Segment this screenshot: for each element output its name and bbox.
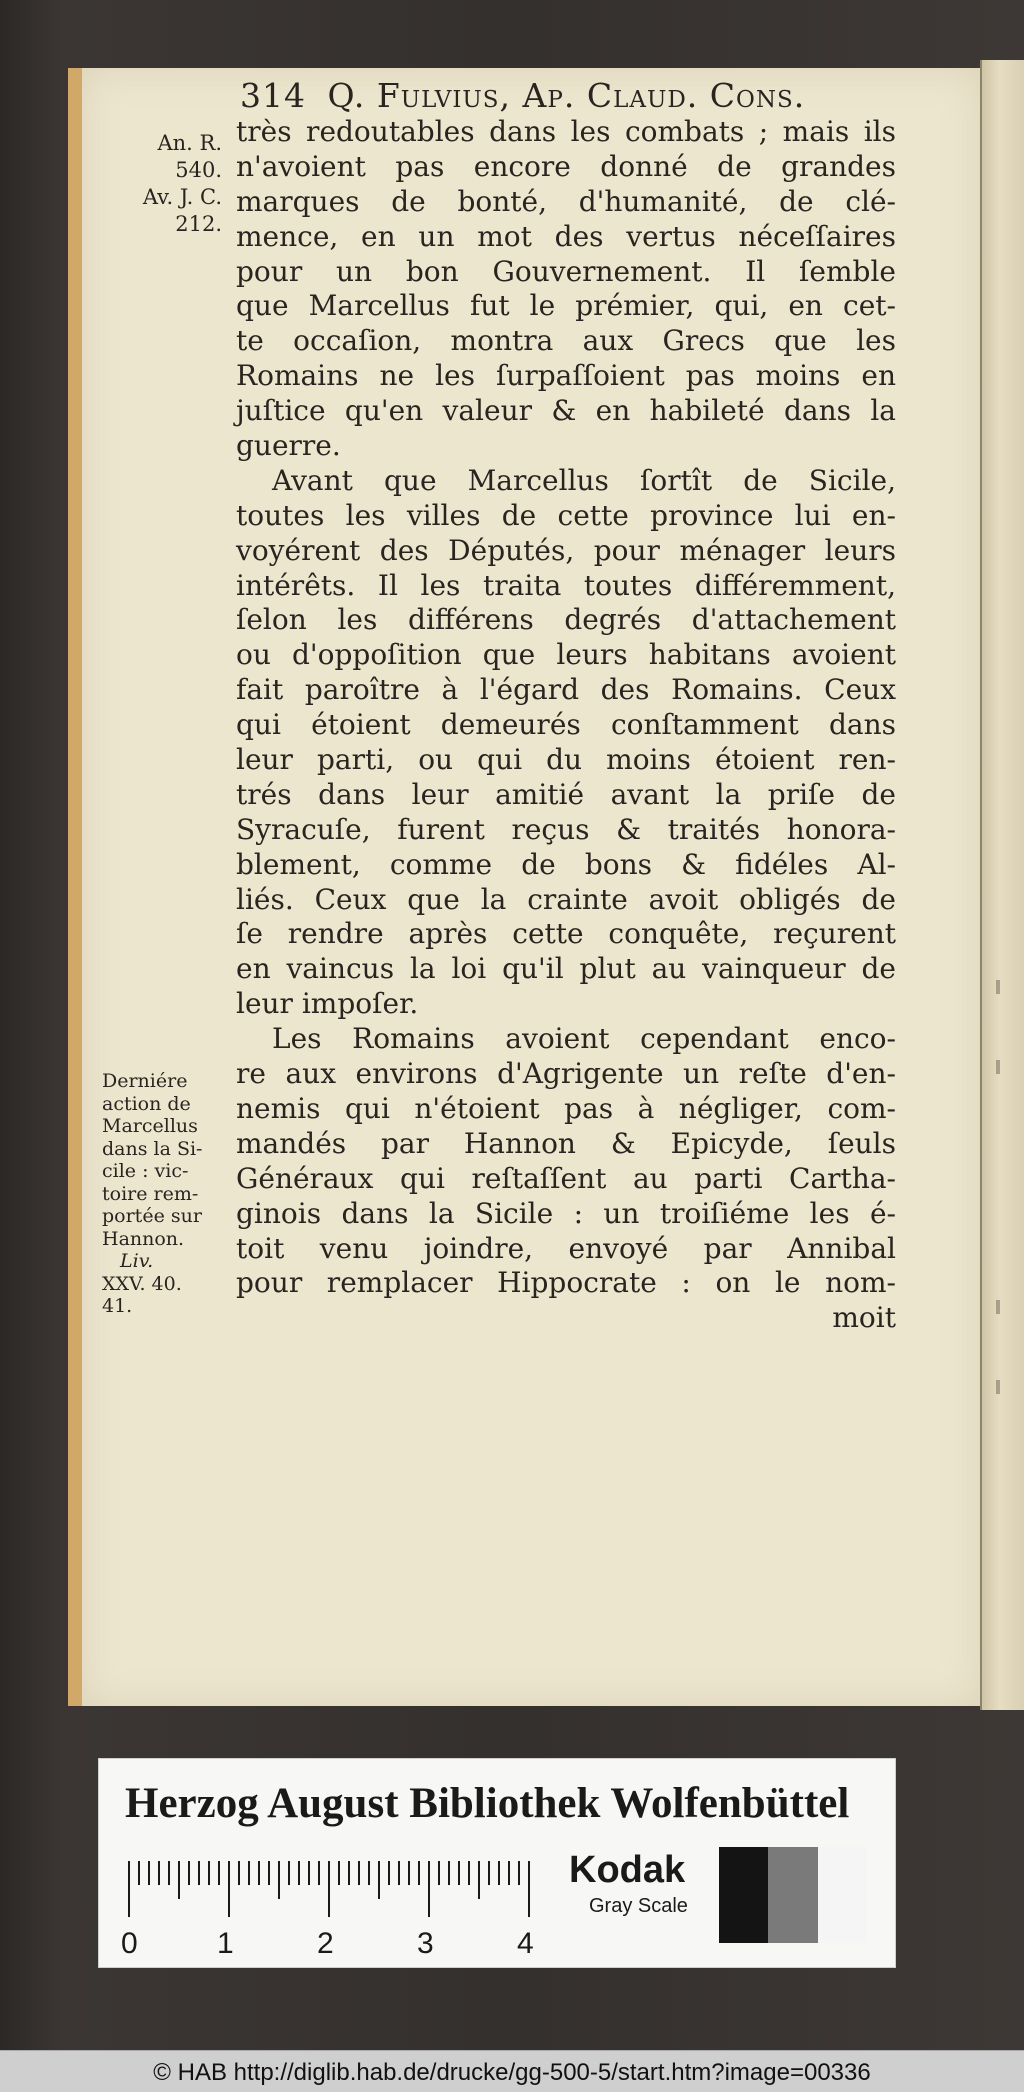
text-line: ſelon les différens degrés d'attachement xyxy=(236,603,896,637)
text-line: voyérent des Députés, pour ménager leurs xyxy=(236,533,896,567)
ruler-scale xyxy=(127,1859,537,1919)
gray-swatch-white xyxy=(818,1847,867,1943)
margin-note-line: toire rem- xyxy=(102,1182,199,1205)
catchword: moit xyxy=(832,1301,896,1335)
text-line: Généraux qui reſtaſſent au parti Cartha- xyxy=(236,1161,896,1195)
edge-mark xyxy=(996,1380,1000,1394)
text-line: ou d'oppoſition que leurs habitans avoient xyxy=(236,638,896,672)
text-line: que Marcellus fut le prémier, qui, en cet- xyxy=(236,289,896,323)
page-header xyxy=(240,76,900,115)
margin-note-line: action de xyxy=(102,1092,191,1115)
gray-swatch-black xyxy=(719,1847,768,1943)
ruler-number: 2 xyxy=(317,1927,334,1960)
margin-note-line: Marcellus xyxy=(102,1115,198,1137)
margin-date-line: Av. J. C. xyxy=(142,185,222,209)
facing-page-edge xyxy=(980,60,1024,1710)
margin-ref-line: 41. xyxy=(102,1295,133,1317)
margin-date-line: 212. xyxy=(175,212,222,236)
margin-ref-line: Liv. xyxy=(120,1250,154,1272)
ruler-number: 0 xyxy=(121,1927,138,1960)
margin-date-line: An. R. xyxy=(157,131,222,155)
margin-side-note xyxy=(102,1070,220,1318)
gray-scale-swatches xyxy=(719,1847,867,1943)
text-line: Les Romains avoient cependant enco- xyxy=(272,1022,896,1056)
text-line: intérêts. Il les traita toutes différemment, xyxy=(236,568,896,602)
edge-mark xyxy=(996,1060,1000,1074)
gray-scale-label: Gray Scale xyxy=(589,1895,688,1917)
margin-date-note xyxy=(112,130,222,238)
ruler-number: 3 xyxy=(417,1927,434,1960)
margin-ref-line: XXV. 40. xyxy=(102,1272,182,1295)
text-line: juſtice qu'en valeur & en habileté dans la xyxy=(236,394,896,428)
text-line: toit venu joindre, envoyé par Annibal xyxy=(236,1231,896,1265)
margin-note-line: cile : vic- xyxy=(102,1160,189,1182)
running-title: Q. Fulvius, Ap. Claud. Cons. xyxy=(327,76,806,115)
text-line: Avant que Marcellus ſortît de Sicile, xyxy=(272,463,896,497)
edge-mark xyxy=(996,1300,1000,1314)
margin-note-line: Derniére xyxy=(102,1070,188,1092)
text-line: toutes les villes de cette province lui en- xyxy=(236,498,896,532)
text-line: pour un bon Gouvernement. Il ſemble xyxy=(236,254,896,288)
margin-note-line: Hannon. xyxy=(102,1227,185,1250)
text-line: trés dans leur amitié avant la priſe de xyxy=(236,777,896,811)
text-line: très redoutables dans les combats ; mais ils xyxy=(236,115,896,148)
margin-note-line: dans la Si- xyxy=(102,1137,203,1160)
text-line: guerre. xyxy=(236,429,341,463)
text-line: qui étoient demeurés conſtamment dans xyxy=(236,708,896,742)
kodak-logo: Kodak xyxy=(569,1849,686,1891)
margin-note-line: portée sur xyxy=(102,1205,202,1227)
text-line: ſe rendre après cette conquête, reçurent xyxy=(236,917,896,951)
text-line: blement, comme de bons & fidéles Al- xyxy=(236,847,896,881)
ruler-number: 1 xyxy=(217,1927,234,1960)
text-line: liés. Ceux que la crainte avoit obligés de xyxy=(236,882,896,916)
text-line: ginois dans la Sicile : un troiſiéme les é- xyxy=(236,1196,896,1230)
text-line: pour remplacer Hippocrate : on le nom- xyxy=(236,1266,896,1300)
text-line: n'avoient pas encore donné de grandes xyxy=(236,149,896,183)
text-line: nemis qui n'étoient pas à négliger, com- xyxy=(236,1091,896,1125)
library-color-card xyxy=(98,1758,896,1968)
margin-date-line: 540. xyxy=(175,158,222,182)
text-line: leur parti, ou qui du moins étoient ren- xyxy=(236,743,896,777)
text-line: mence, en un mot des vertus néceſſaires xyxy=(236,219,896,253)
copyright-url: © HAB http://diglib.hab.de/drucke/gg-500-5/start.htm?image=00336 xyxy=(153,2059,871,2086)
text-line: te occaſion, montra aux Grecs que les xyxy=(236,324,896,358)
text-line: en vaincus la loi qu'il plut au vainqueur de xyxy=(236,952,896,986)
text-line: fait paroître à l'égard des Romains. Ceux xyxy=(236,673,896,707)
body-text xyxy=(236,115,896,1336)
text-line: marques de bonté, d'humanité, de clé- xyxy=(236,184,896,218)
text-line: leur impoſer. xyxy=(236,987,419,1021)
edge-mark xyxy=(996,980,1000,994)
library-name: Herzog August Bibliothek Wolfenbüttel xyxy=(125,1780,850,1827)
text-line: re aux environs d'Agrigente un reſte d'en- xyxy=(236,1057,896,1091)
text-line: Romains ne les ſurpaſſoient pas moins en xyxy=(236,359,896,393)
footer-bar xyxy=(0,2050,1024,2092)
text-line: mandés par Hannon & Epicyde, ſeuls xyxy=(236,1126,896,1160)
ruler-number: 4 xyxy=(517,1927,534,1960)
gray-swatch-mid xyxy=(768,1847,817,1943)
page-number: 314 xyxy=(240,76,306,115)
text-line: Syracuſe, furent reçus & traités honora- xyxy=(236,812,896,846)
